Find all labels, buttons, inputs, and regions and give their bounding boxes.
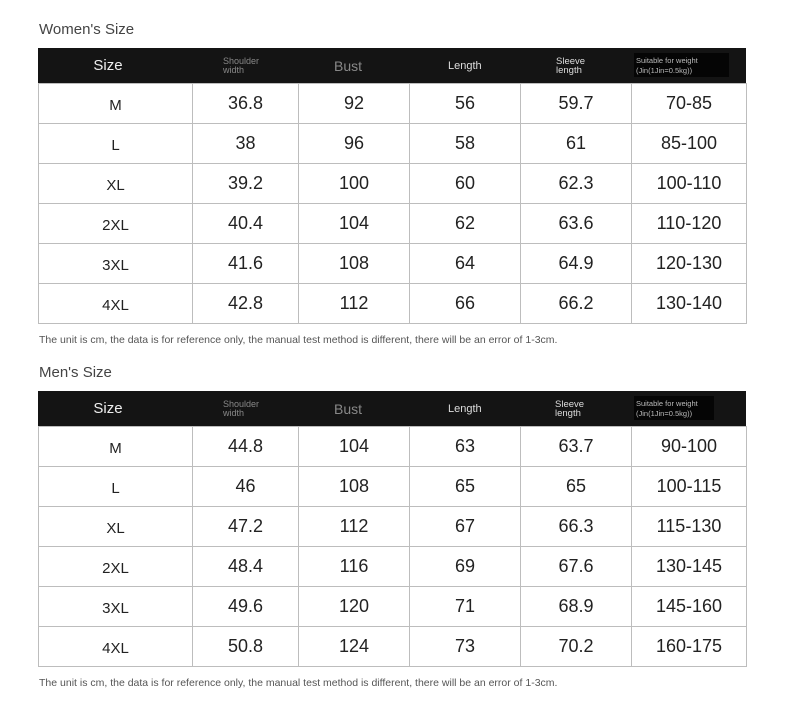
cell-shoulder-width: 41.6 — [193, 244, 299, 284]
header-bust: Bust — [334, 400, 363, 417]
cell-length: 58 — [410, 124, 521, 164]
section-title: Women's Size — [39, 21, 135, 38]
header-weight-label: Suitable for weight — [636, 55, 698, 65]
cell-shoulder-width: 36.8 — [193, 84, 299, 124]
cell-shoulder-width: 47.2 — [193, 507, 299, 547]
cell-weight: 85-100 — [632, 124, 747, 164]
cell-bust: 92 — [299, 84, 410, 124]
cell-size: 3XL — [39, 244, 193, 284]
measurement-note: The unit is cm, the data is for reference only, the manual test method is different, there will be an error of 1-3cm. — [39, 677, 558, 689]
cell-shoulder-width: 40.4 — [193, 204, 299, 244]
cell-size: 3XL — [39, 587, 193, 627]
header-shoulder-width — [223, 48, 259, 83]
cell-bust: 96 — [299, 124, 410, 164]
header-weight — [636, 391, 698, 426]
header-sleeve-length — [555, 391, 584, 426]
header-sleeve-length — [556, 48, 585, 83]
header-bust: Bust — [334, 57, 363, 74]
cell-length: 73 — [410, 627, 521, 667]
cell-size: 2XL — [39, 204, 193, 244]
cell-sleeve-length: 70.2 — [521, 627, 632, 667]
header-weight-unit: (Jin(1Jin=0.5kg)) — [636, 65, 693, 75]
cell-shoulder-width: 42.8 — [193, 284, 299, 324]
men-size-section — [38, 362, 746, 689]
cell-weight: 120-130 — [632, 244, 747, 284]
cell-weight: 145-160 — [632, 587, 747, 627]
cell-sleeve-length: 68.9 — [521, 587, 632, 627]
cell-sleeve-length: 64.9 — [521, 244, 632, 284]
header-size: Size — [93, 400, 123, 417]
cell-length: 63 — [410, 427, 521, 467]
cell-weight: 130-140 — [632, 284, 747, 324]
cell-weight: 90-100 — [632, 427, 747, 467]
header-shoulder-label: Shoulder — [223, 55, 260, 66]
cell-sleeve-length: 66.3 — [521, 507, 632, 547]
cell-length: 62 — [410, 204, 521, 244]
cell-bust: 108 — [299, 467, 410, 507]
table-row — [39, 124, 747, 164]
cell-shoulder-width: 39.2 — [193, 164, 299, 204]
cell-length: 64 — [410, 244, 521, 284]
cell-shoulder-width: 49.6 — [193, 587, 299, 627]
cell-length: 60 — [410, 164, 521, 204]
cell-length: 67 — [410, 507, 521, 547]
cell-bust: 104 — [299, 204, 410, 244]
cell-shoulder-width: 50.8 — [193, 627, 299, 667]
table-row — [39, 84, 747, 124]
cell-size: L — [39, 124, 193, 164]
cell-sleeve-length: 62.3 — [521, 164, 632, 204]
table-header — [38, 48, 746, 83]
header-size: Size — [93, 57, 123, 74]
cell-sleeve-length: 61 — [521, 124, 632, 164]
cell-sleeve-length: 65 — [521, 467, 632, 507]
cell-length: 65 — [410, 467, 521, 507]
cell-bust: 108 — [299, 244, 410, 284]
header-length-label: length — [556, 64, 582, 76]
cell-sleeve-length: 63.6 — [521, 204, 632, 244]
cell-sleeve-length: 59.7 — [521, 84, 632, 124]
cell-shoulder-width: 44.8 — [193, 427, 299, 467]
header-weight — [636, 48, 698, 83]
table-header — [38, 391, 746, 426]
cell-size: 2XL — [39, 547, 193, 587]
header-width-label: width — [223, 407, 245, 418]
header-shoulder-label: Shoulder — [223, 398, 260, 409]
table-row — [39, 427, 747, 467]
header-shoulder-width — [223, 391, 259, 426]
cell-weight: 130-145 — [632, 547, 747, 587]
cell-size: XL — [39, 164, 193, 204]
women-size-table — [38, 83, 747, 324]
header-length-label: length — [555, 407, 581, 419]
cell-bust: 100 — [299, 164, 410, 204]
measurement-note: The unit is cm, the data is for reference only, the manual test method is different, there will be an error of 1-3cm. — [39, 334, 558, 346]
cell-weight: 100-110 — [632, 164, 747, 204]
section-title: Men's Size — [39, 364, 112, 381]
cell-shoulder-width: 46 — [193, 467, 299, 507]
cell-weight: 115-130 — [632, 507, 747, 547]
table-row — [39, 164, 747, 204]
table-row — [39, 507, 747, 547]
table-row — [39, 244, 747, 284]
cell-size: XL — [39, 507, 193, 547]
table-row — [39, 204, 747, 244]
cell-bust: 104 — [299, 427, 410, 467]
table-row — [39, 467, 747, 507]
cell-sleeve-length: 63.7 — [521, 427, 632, 467]
women-size-section — [38, 19, 746, 346]
cell-sleeve-length: 67.6 — [521, 547, 632, 587]
table-row — [39, 547, 747, 587]
cell-size: M — [39, 427, 193, 467]
header-sleeve-label: Sleeve — [556, 55, 586, 67]
cell-weight: 100-115 — [632, 467, 747, 507]
cell-bust: 124 — [299, 627, 410, 667]
cell-weight: 70-85 — [632, 84, 747, 124]
cell-length: 69 — [410, 547, 521, 587]
cell-bust: 116 — [299, 547, 410, 587]
header-weight-label: Suitable for weight — [636, 398, 698, 408]
table-row — [39, 284, 747, 324]
cell-shoulder-width: 38 — [193, 124, 299, 164]
header-sleeve-label: Sleeve — [555, 398, 585, 410]
table-row — [39, 587, 747, 627]
cell-size: 4XL — [39, 284, 193, 324]
cell-weight: 160-175 — [632, 627, 747, 667]
cell-size: 4XL — [39, 627, 193, 667]
header-length: Length — [448, 402, 482, 415]
cell-size: M — [39, 84, 193, 124]
cell-bust: 112 — [299, 507, 410, 547]
cell-length: 66 — [410, 284, 521, 324]
table-row — [39, 627, 747, 667]
cell-shoulder-width: 48.4 — [193, 547, 299, 587]
cell-sleeve-length: 66.2 — [521, 284, 632, 324]
cell-bust: 112 — [299, 284, 410, 324]
cell-size: L — [39, 467, 193, 507]
header-length: Length — [448, 59, 482, 72]
header-width-label: width — [223, 64, 245, 75]
cell-length: 71 — [410, 587, 521, 627]
cell-length: 56 — [410, 84, 521, 124]
men-size-table — [38, 426, 747, 667]
cell-weight: 110-120 — [632, 204, 747, 244]
cell-bust: 120 — [299, 587, 410, 627]
header-weight-unit: (Jin(1Jin=0.5kg)) — [636, 408, 693, 418]
